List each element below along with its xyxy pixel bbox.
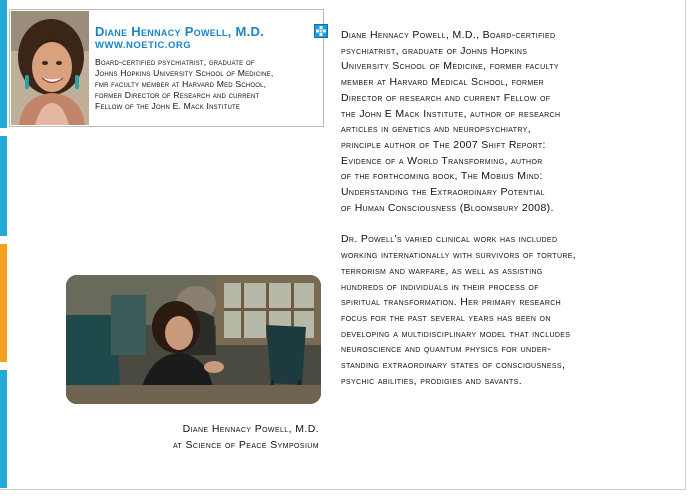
bio-paragraph-2 <box>341 232 681 389</box>
profile-description <box>95 57 323 112</box>
bio-paragraph-1 <box>341 28 681 216</box>
avatar <box>11 11 89 125</box>
bio-line: Diane Hennacy Powell, M.D., Board-certified <box>341 29 556 41</box>
bio-line: Understanding the Extraordinary Potential <box>341 186 545 199</box>
bio-line: neuroscience and quantum physics for under- <box>341 343 552 356</box>
bio-line: Director of research and current Fellow of <box>341 91 551 104</box>
bio-line: working internationally with survivors of torture, <box>341 249 577 262</box>
profile-description-line: former Director of Research and current <box>95 90 260 100</box>
profile-website-link[interactable]: WWW.NOETIC.ORG <box>95 40 192 51</box>
bio-line: University School of Medicine, former faculty <box>341 60 559 73</box>
bio-line: hundreds of individuals in their process of <box>341 280 539 293</box>
bio-line: of Human Consciousness (Bloomsbury 2008). <box>341 201 554 214</box>
bio-line: standing extraordinary states of consciousness, <box>341 359 566 372</box>
profile-description-line: Fellow of the John E. Mack Institute <box>95 101 241 111</box>
bio-line: terrorism and warfare, as well as assisting <box>341 264 543 277</box>
video-caption <box>66 421 319 453</box>
video-thumbnail[interactable] <box>66 275 321 404</box>
profile-description-line: Board-certified psychiatrist, graduate of <box>95 57 255 67</box>
bio-line: articles in genetics and neuropsychiatry, <box>341 123 531 136</box>
bio-line: psychic abilities, prodigies and savants. <box>341 374 522 387</box>
bio-line: developing a multidisciplinary model that includes <box>341 327 571 340</box>
sidebar-accent-orange <box>0 244 7 362</box>
bio-text <box>341 28 681 389</box>
expand-arrows-icon <box>315 25 327 37</box>
bio-line: spiritual transformation. Her primary research <box>341 296 562 309</box>
video-caption-line-1: Diane Hennacy Powell, M.D. <box>182 423 319 435</box>
video-caption-line-2: at Science of Peace Symposium <box>172 439 319 451</box>
bio-line: the John E Mack Institute, author of research <box>341 107 561 120</box>
sidebar-accent-blue-bottom <box>0 370 7 488</box>
bio-line: principle author of The 2007 Shift Report: <box>341 138 546 151</box>
profile-name: Diane Hennacy Powell, M.D. <box>95 24 265 39</box>
bio-line: focus for the past several years has been on <box>341 311 551 324</box>
profile-card <box>9 9 324 127</box>
profile-description-line: Johns Hopkins University School of Medicine, <box>95 68 274 78</box>
sidebar-accent-blue-top <box>0 0 7 128</box>
sidebar-accent-blue-middle <box>0 136 7 236</box>
bio-line: of the forthcoming book, The Mobius Mind: <box>341 170 543 183</box>
profile-description-line: fmr faculty member at Harvard Med School, <box>95 79 267 89</box>
bio-line: Evidence of a World Transforming, author <box>341 154 543 167</box>
bio-line: psychiatrist, graduate of Johns Hopkins <box>341 44 528 57</box>
bio-line: Dr. Powell's varied clinical work has included <box>341 233 558 246</box>
bio-line: member at Harvard Medical School, former <box>341 76 545 89</box>
expand-button[interactable] <box>314 24 328 38</box>
